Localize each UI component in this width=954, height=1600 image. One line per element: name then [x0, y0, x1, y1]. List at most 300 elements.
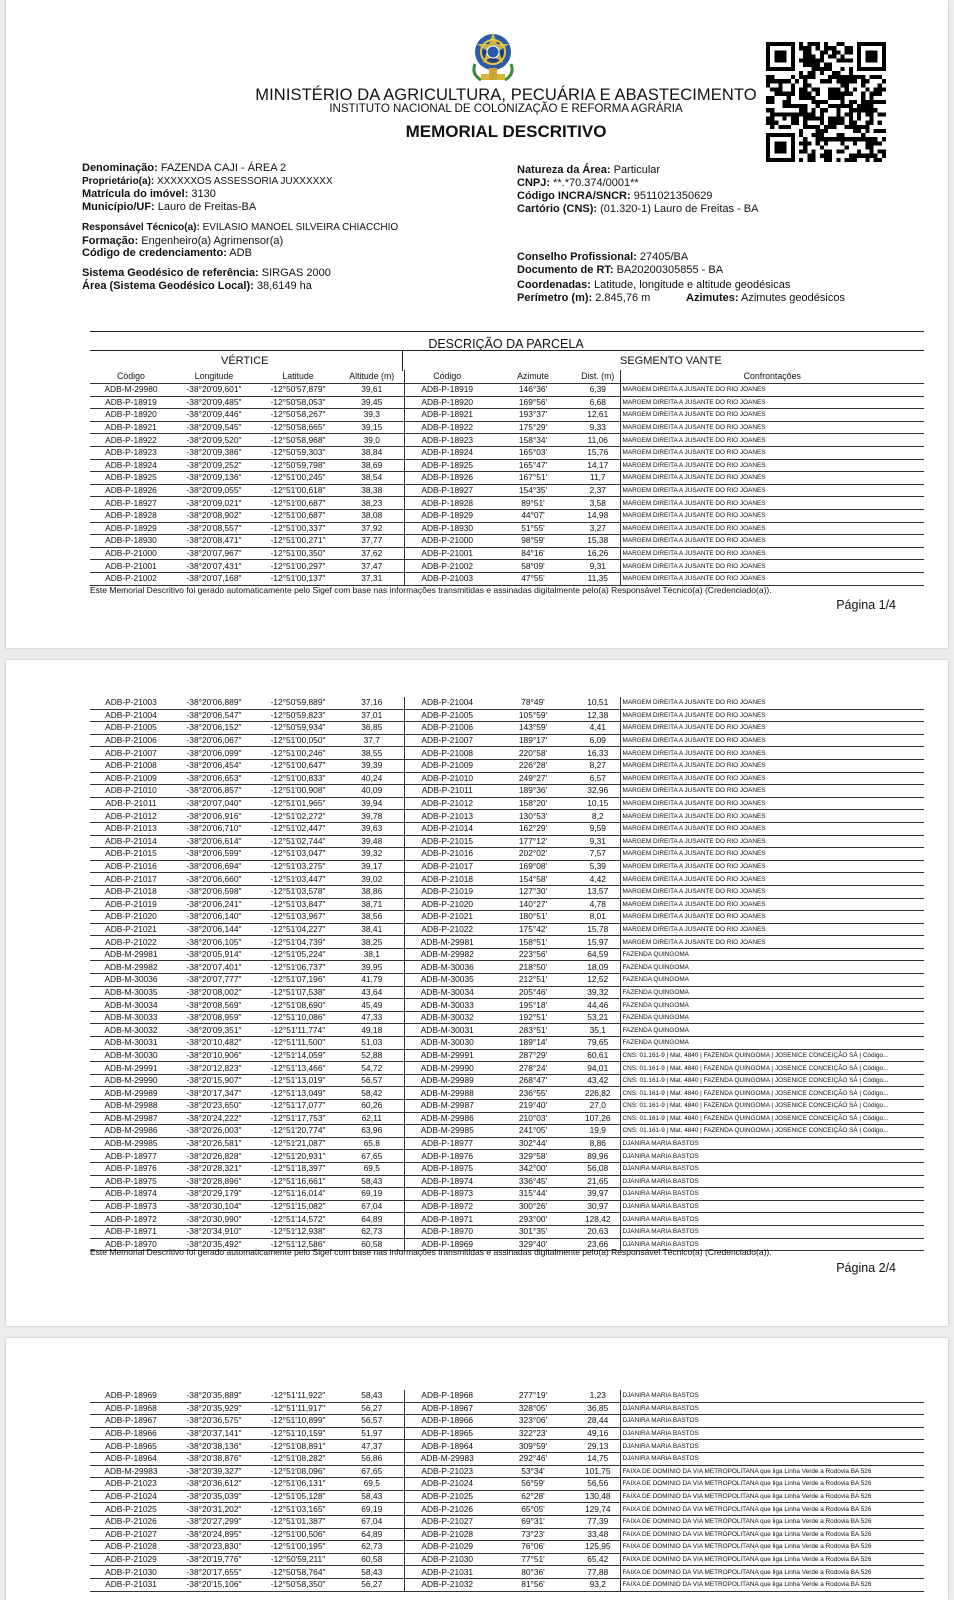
longitude-cell: -38°20'07,967" — [172, 547, 256, 560]
azimuth-cell: 323°06' — [490, 1415, 576, 1428]
vertex-code-cell: ADB-M-29989 — [90, 1087, 172, 1100]
vertex-code-cell: ADB-M-29991 — [90, 1062, 172, 1075]
distance-cell: 35,1 — [576, 1024, 620, 1037]
vertex-code-cell: ADB-P-18930 — [90, 535, 172, 548]
distance-cell: 30,97 — [576, 1200, 620, 1213]
longitude-cell: -38°20'09,446" — [172, 409, 256, 422]
segment-code-cell: ADB-P-21002 — [404, 560, 490, 573]
column-header: Código — [90, 370, 172, 384]
altitude-cell: 56,27 — [340, 1402, 404, 1415]
altitude-cell: 67,65 — [340, 1150, 404, 1163]
longitude-cell: -38°20'09,386" — [172, 446, 256, 459]
segment-code-cell: ADB-P-18965 — [404, 1427, 490, 1440]
confrontation-cell: MARGEM DIREITA A JUSANTE DO RIO JOANES — [620, 709, 924, 722]
confrontation-cell: MARGEM DIREITA A JUSANTE DO RIO JOANES — [620, 497, 924, 510]
info-denominacao: Denominação: FAZENDA CAJI - ÁREA 2 — [82, 162, 287, 174]
longitude-cell: -38°20'31,202" — [172, 1503, 256, 1516]
confrontation-cell: FAIXA DE DOMINIO DA VIA METROPOLITANA que liga Linha Verde a Rodovia BA 526 — [620, 1490, 924, 1503]
longitude-cell: -38°20'06,099" — [172, 747, 256, 760]
segment-code-cell: ADB-P-21024 — [404, 1478, 490, 1491]
column-header: Dist. (m) — [576, 370, 620, 384]
azimuth-cell: 143°59' — [490, 722, 576, 735]
latitude-cell: -12°51'00,647" — [256, 759, 340, 772]
segment-code-cell: ADB-P-18977 — [404, 1137, 490, 1150]
longitude-cell: -38°20'08,959" — [172, 1011, 256, 1024]
longitude-cell: -38°20'06,694" — [172, 860, 256, 873]
altitude-cell: 39,48 — [340, 835, 404, 848]
altitude-cell: 38,08 — [340, 509, 404, 522]
table-row — [90, 1137, 924, 1150]
altitude-cell: 56,27 — [340, 1578, 404, 1591]
vertex-code-cell: ADB-P-18975 — [90, 1175, 172, 1188]
latitude-cell: -12°51'12,938" — [256, 1225, 340, 1238]
segment-code-cell: ADB-M-29991 — [404, 1049, 490, 1062]
azimuth-cell: 292°46' — [490, 1452, 576, 1465]
distance-cell: 15,78 — [576, 923, 620, 936]
vertex-code-cell: ADB-P-21007 — [90, 747, 172, 760]
longitude-cell: -38°20'07,040" — [172, 797, 256, 810]
azimuth-cell: 175°29' — [490, 421, 576, 434]
latitude-cell: -12°50'58,968" — [256, 434, 340, 447]
segment-code-cell: ADB-M-29985 — [404, 1125, 490, 1138]
table-row — [90, 484, 924, 497]
azimuth-cell: 336°45' — [490, 1175, 576, 1188]
azimuth-cell: 158°20' — [490, 797, 576, 810]
latitude-cell: -12°51'05,128" — [256, 1490, 340, 1503]
latitude-cell: -12°51'11,774" — [256, 1024, 340, 1037]
distance-cell: 125,95 — [576, 1541, 620, 1554]
altitude-cell: 49,18 — [340, 1024, 404, 1037]
table-row — [90, 911, 924, 924]
segment-code-cell: ADB-P-21032 — [404, 1578, 490, 1591]
segment-code-cell: ADB-P-18969 — [404, 1238, 490, 1251]
distance-cell: 101,75 — [576, 1465, 620, 1478]
confrontation-cell: MARGEM DIREITA A JUSANTE DO RIO JOANES — [620, 434, 924, 447]
segment-code-cell: ADB-M-30030 — [404, 1037, 490, 1050]
longitude-cell: -38°20'09,136" — [172, 472, 256, 485]
latitude-cell: -12°51'00,687" — [256, 509, 340, 522]
table-row — [90, 509, 924, 522]
altitude-cell: 38,1 — [340, 948, 404, 961]
vertex-code-cell: ADB-P-18924 — [90, 459, 172, 472]
segment-code-cell: ADB-M-30031 — [404, 1024, 490, 1037]
altitude-cell: 58,43 — [340, 1490, 404, 1503]
azimuth-cell: 154°35' — [490, 484, 576, 497]
vertex-code-cell: ADB-M-29988 — [90, 1100, 172, 1113]
latitude-cell: -12°51'02,744" — [256, 835, 340, 848]
altitude-cell: 58,43 — [340, 1566, 404, 1579]
vertex-code-cell: ADB-M-29987 — [90, 1112, 172, 1125]
altitude-cell: 38,69 — [340, 459, 404, 472]
distance-cell: 3,27 — [576, 522, 620, 535]
altitude-cell: 38,38 — [340, 484, 404, 497]
azimuth-cell: 342°00' — [490, 1162, 576, 1175]
azimuth-cell: 44°07' — [490, 509, 576, 522]
footer-note: Este Memorial Descritivo foi gerado automaticamente pelo Sigef com base nas informações transmitidas e assinadas digitalmente pelo(a) Responsável Técnico(a) (Credenciado(a)). — [90, 585, 772, 595]
distance-cell: 12,61 — [576, 409, 620, 422]
latitude-cell: -12°51'07,196" — [256, 974, 340, 987]
vertex-code-cell: ADB-P-21028 — [90, 1541, 172, 1554]
distance-cell: 49,16 — [576, 1427, 620, 1440]
altitude-cell: 69,19 — [340, 1188, 404, 1201]
segment-code-cell: ADB-P-21030 — [404, 1553, 490, 1566]
vertex-code-cell: ADB-P-18923 — [90, 446, 172, 459]
table-row — [90, 759, 924, 772]
longitude-cell: -38°20'09,252" — [172, 459, 256, 472]
segment-code-cell: ADB-P-21020 — [404, 898, 490, 911]
altitude-cell: 69,5 — [340, 1162, 404, 1175]
segment-code-cell: ADB-P-21014 — [404, 822, 490, 835]
confrontation-cell: DJANIRA MARIA BASTOS — [620, 1225, 924, 1238]
segment-code-cell: ADB-P-18928 — [404, 497, 490, 510]
confrontation-cell: MARGEM DIREITA A JUSANTE DO RIO JOANES — [620, 772, 924, 785]
info-coordenadas: Coordenadas: Latitude, longitude e altitude geodésicas — [517, 279, 791, 291]
vertex-code-cell: ADB-P-18970 — [90, 1238, 172, 1251]
column-header: Azimute — [490, 370, 576, 384]
azimuth-cell: 192°51' — [490, 1011, 576, 1024]
latitude-cell: -12°51'01,965" — [256, 797, 340, 810]
distance-cell: 128,42 — [576, 1213, 620, 1226]
confrontation-cell: DJANIRA MARIA BASTOS — [620, 1427, 924, 1440]
ministry-title: MINISTÉRIO DA AGRICULTURA, PECUÁRIA E ABASTECIMENTO — [255, 86, 757, 104]
azimuth-cell: 158°34' — [490, 434, 576, 447]
segment-code-cell: ADB-P-18919 — [404, 384, 490, 397]
table-row — [90, 1037, 924, 1050]
confrontation-cell: FAIXA DE DOMINIO DA VIA METROPOLITANA que liga Linha Verde a Rodovia BA 526 — [620, 1578, 924, 1591]
vertex-code-cell: ADB-P-21003 — [90, 697, 172, 709]
segment-code-cell: ADB-P-21015 — [404, 835, 490, 848]
latitude-cell: -12°51'18,397" — [256, 1162, 340, 1175]
vertex-code-cell: ADB-P-18964 — [90, 1452, 172, 1465]
azimuth-cell: 78°49' — [490, 697, 576, 709]
vertex-code-cell: ADB-M-30031 — [90, 1037, 172, 1050]
longitude-cell: -38°20'09,485" — [172, 396, 256, 409]
distance-cell: 65,42 — [576, 1553, 620, 1566]
distance-cell: 27,0 — [576, 1100, 620, 1113]
distance-cell: 2,37 — [576, 484, 620, 497]
altitude-cell: 58,43 — [340, 1390, 404, 1402]
confrontation-cell: DJANIRA MARIA BASTOS — [620, 1150, 924, 1163]
document-page-2 — [6, 660, 948, 1326]
longitude-cell: -38°20'24,895" — [172, 1528, 256, 1541]
longitude-cell: -38°20'17,655" — [172, 1566, 256, 1579]
altitude-cell: 47,33 — [340, 1011, 404, 1024]
longitude-cell: -38°20'27,299" — [172, 1515, 256, 1528]
distance-cell: 8,27 — [576, 759, 620, 772]
latitude-cell: -12°50'58,053" — [256, 396, 340, 409]
vertex-code-cell: ADB-P-21022 — [90, 936, 172, 949]
confrontation-cell: CNS: 01.161-9 | Mat. 4840 | FAZENDA QUINGOMA | JOSENICE CONCEIÇÃO SÁ | Código... — [620, 1074, 924, 1087]
vertex-code-cell: ADB-P-21025 — [90, 1503, 172, 1516]
confrontation-cell: MARGEM DIREITA A JUSANTE DO RIO JOANES — [620, 747, 924, 760]
latitude-cell: -12°51'08,096" — [256, 1465, 340, 1478]
longitude-cell: -38°20'38,876" — [172, 1452, 256, 1465]
distance-cell: 77,39 — [576, 1515, 620, 1528]
longitude-cell: -38°20'26,003" — [172, 1125, 256, 1138]
segment-code-cell: ADB-P-18925 — [404, 459, 490, 472]
altitude-cell: 37,31 — [340, 572, 404, 585]
longitude-cell: -38°20'09,601" — [172, 384, 256, 397]
latitude-cell: -12°51'11,922" — [256, 1390, 340, 1402]
latitude-cell: -12°51'20,931" — [256, 1150, 340, 1163]
azimuth-cell: 80°36' — [490, 1566, 576, 1579]
table-row — [90, 822, 924, 835]
confrontation-cell: DJANIRA MARIA BASTOS — [620, 1175, 924, 1188]
longitude-cell: -38°20'38,136" — [172, 1440, 256, 1453]
confrontation-cell: CNS: 01.161-9 | Mat. 4840 | FAZENDA QUINGOMA | JOSENICE CONCEIÇÃO SÁ | Código... — [620, 1062, 924, 1075]
confrontation-cell: MARGEM DIREITA A JUSANTE DO RIO JOANES — [620, 459, 924, 472]
confrontation-cell: FAIXA DE DOMINIO DA VIA METROPOLITANA que liga Linha Verde a Rodovia BA 526 — [620, 1566, 924, 1579]
vertex-code-cell: ADB-M-30036 — [90, 974, 172, 987]
confrontation-cell: MARGEM DIREITA A JUSANTE DO RIO JOANES — [620, 722, 924, 735]
distance-cell: 6,68 — [576, 396, 620, 409]
altitude-cell: 38,86 — [340, 885, 404, 898]
distance-cell: 33,48 — [576, 1528, 620, 1541]
azimuth-cell: 195°18' — [490, 999, 576, 1012]
distance-cell: 36,85 — [576, 1402, 620, 1415]
vertex-code-cell: ADB-P-18965 — [90, 1440, 172, 1453]
vertex-code-cell: ADB-P-18972 — [90, 1213, 172, 1226]
distance-cell: 23,66 — [576, 1238, 620, 1251]
latitude-cell: -12°51'14,059" — [256, 1049, 340, 1062]
latitude-cell: -12°51'21,087" — [256, 1137, 340, 1150]
confrontation-cell: DJANIRA MARIA BASTOS — [620, 1452, 924, 1465]
confrontation-cell: MARGEM DIREITA A JUSANTE DO RIO JOANES — [620, 835, 924, 848]
altitude-cell: 38,41 — [340, 923, 404, 936]
azimuth-cell: 167°51' — [490, 472, 576, 485]
distance-cell: 9,59 — [576, 822, 620, 835]
altitude-cell: 40,24 — [340, 772, 404, 785]
segment-code-cell: ADB-P-21022 — [404, 923, 490, 936]
longitude-cell: -38°20'06,241" — [172, 898, 256, 911]
confrontation-cell: MARGEM DIREITA A JUSANTE DO RIO JOANES — [620, 911, 924, 924]
segment-code-cell: ADB-P-21008 — [404, 747, 490, 760]
table-row — [90, 1175, 924, 1188]
distance-cell: 53,21 — [576, 1011, 620, 1024]
segment-code-cell: ADB-P-21025 — [404, 1490, 490, 1503]
longitude-cell: -38°20'08,002" — [172, 986, 256, 999]
confrontation-cell: FAZENDA QUINGOMA — [620, 948, 924, 961]
longitude-cell: -38°20'06,857" — [172, 785, 256, 798]
distance-cell: 14,98 — [576, 509, 620, 522]
vertex-code-cell: ADB-P-18967 — [90, 1415, 172, 1428]
altitude-cell: 39,45 — [340, 396, 404, 409]
longitude-cell: -38°20'06,710" — [172, 822, 256, 835]
table-row — [90, 572, 924, 585]
segment-code-cell: ADB-P-21031 — [404, 1566, 490, 1579]
latitude-cell: -12°50'59,889" — [256, 697, 340, 709]
latitude-cell: -12°51'14,572" — [256, 1213, 340, 1226]
azimuth-cell: 146°36' — [490, 384, 576, 397]
info-matricula: Matrícula do imóvel: 3130 — [82, 188, 216, 200]
longitude-cell: -38°20'36,575" — [172, 1415, 256, 1428]
altitude-cell: 60,58 — [340, 1238, 404, 1251]
altitude-cell: 39,0 — [340, 434, 404, 447]
confrontation-cell: DJANIRA MARIA BASTOS — [620, 1238, 924, 1251]
segment-code-cell: ADB-P-18966 — [404, 1415, 490, 1428]
distance-cell: 9,31 — [576, 560, 620, 573]
azimuth-cell: 98°59' — [490, 535, 576, 548]
distance-cell: 18,09 — [576, 961, 620, 974]
latitude-cell: -12°51'08,891" — [256, 1440, 340, 1453]
longitude-cell: -38°20'09,055" — [172, 484, 256, 497]
vertex-code-cell: ADB-P-21002 — [90, 572, 172, 585]
parcel-table-page-1 — [90, 370, 924, 586]
segment-code-cell: ADB-M-30032 — [404, 1011, 490, 1024]
distance-cell: 29,13 — [576, 1440, 620, 1453]
distance-cell: 7,57 — [576, 848, 620, 861]
confrontation-cell: CNS: 01.161-9 | Mat. 4840 | FAZENDA QUINGOMA | JOSENICE CONCEIÇÃO SÁ | Código... — [620, 1100, 924, 1113]
segment-code-cell: ADB-P-21000 — [404, 535, 490, 548]
azimuth-cell: 322°23' — [490, 1427, 576, 1440]
segment-code-cell: ADB-M-29988 — [404, 1087, 490, 1100]
info-perimetro: Perímetro (m): 2.845,76 m — [517, 292, 651, 304]
longitude-cell: -38°20'30,104" — [172, 1200, 256, 1213]
latitude-cell: -12°51'07,538" — [256, 986, 340, 999]
distance-cell: 3,58 — [576, 497, 620, 510]
confrontation-cell: FAZENDA QUINGOMA — [620, 986, 924, 999]
group-segment-label: SEGMENTO VANTE — [620, 355, 722, 367]
latitude-cell: -12°51'02,447" — [256, 822, 340, 835]
distance-cell: 8,86 — [576, 1137, 620, 1150]
confrontation-cell: FAIXA DE DOMINIO DA VIA METROPOLITANA que liga Linha Verde a Rodovia BA 526 — [620, 1528, 924, 1541]
longitude-cell: -38°20'06,653" — [172, 772, 256, 785]
info-credenciamento: Código de credenciamento: ADB — [82, 247, 252, 259]
altitude-cell: 38,55 — [340, 747, 404, 760]
longitude-cell: -38°20'08,902" — [172, 509, 256, 522]
table-row — [90, 1440, 924, 1453]
confrontation-cell: DJANIRA MARIA BASTOS — [620, 1137, 924, 1150]
latitude-cell: -12°51'03,578" — [256, 885, 340, 898]
azimuth-cell: 293°00' — [490, 1213, 576, 1226]
latitude-cell: -12°51'00,195" — [256, 1541, 340, 1554]
table-row — [90, 1541, 924, 1554]
table-row — [90, 1200, 924, 1213]
azimuth-cell: 169°08' — [490, 860, 576, 873]
altitude-cell: 37,92 — [340, 522, 404, 535]
longitude-cell: -38°20'07,777" — [172, 974, 256, 987]
segment-code-cell: ADB-P-21021 — [404, 911, 490, 924]
longitude-cell: -38°20'05,914" — [172, 948, 256, 961]
longitude-cell: -38°20'08,569" — [172, 999, 256, 1012]
vertex-code-cell: ADB-P-21006 — [90, 734, 172, 747]
table-row — [90, 1188, 924, 1201]
distance-cell: 19,9 — [576, 1125, 620, 1138]
info-conselho: Conselho Profissional: 27405/BA — [517, 251, 689, 263]
table-row — [90, 1150, 924, 1163]
latitude-cell: -12°51'02,272" — [256, 810, 340, 823]
table-row — [90, 999, 924, 1012]
segment-code-cell: ADB-P-18930 — [404, 522, 490, 535]
longitude-cell: -38°20'19,776" — [172, 1553, 256, 1566]
latitude-cell: -12°50'58,267" — [256, 409, 340, 422]
confrontation-cell: DJANIRA MARIA BASTOS — [620, 1440, 924, 1453]
longitude-cell: -38°20'15,907" — [172, 1074, 256, 1087]
latitude-cell: -12°50'59,823" — [256, 709, 340, 722]
table-row — [90, 948, 924, 961]
longitude-cell: -38°20'06,140" — [172, 911, 256, 924]
azimuth-cell: 169°56' — [490, 396, 576, 409]
confrontation-cell: MARGEM DIREITA A JUSANTE DO RIO JOANES — [620, 759, 924, 772]
table-row — [90, 1100, 924, 1113]
longitude-cell: -38°20'06,889" — [172, 697, 256, 709]
table-row — [90, 1062, 924, 1075]
altitude-cell: 37,7 — [340, 734, 404, 747]
table-row — [90, 797, 924, 810]
altitude-cell: 45,49 — [340, 999, 404, 1012]
table-row — [90, 497, 924, 510]
column-header: Longitude — [172, 370, 256, 384]
latitude-cell: -12°51'03,047" — [256, 848, 340, 861]
distance-cell: 11,7 — [576, 472, 620, 485]
altitude-cell: 51,03 — [340, 1037, 404, 1050]
table-row — [90, 1162, 924, 1175]
azimuth-cell: 69°31' — [490, 1515, 576, 1528]
latitude-cell: -12°51'17,753" — [256, 1112, 340, 1125]
confrontation-cell: CNS: 01.161-9 | Mat. 4840 | FAZENDA QUINGOMA | JOSENICE CONCEIÇÃO SÁ | Código... — [620, 1125, 924, 1138]
info-proprietario: Proprietário(a): XXXXXXOS ASSESSORIA JUXXXXXX — [82, 176, 333, 187]
info-municipio: Município/UF: Lauro de Freitas-BA — [82, 201, 257, 213]
segment-code-cell: ADB-M-29989 — [404, 1074, 490, 1087]
distance-cell: 14,17 — [576, 459, 620, 472]
longitude-cell: -38°20'06,547" — [172, 709, 256, 722]
latitude-cell: -12°50'59,798" — [256, 459, 340, 472]
distance-cell: 39,32 — [576, 986, 620, 999]
latitude-cell: -12°51'10,159" — [256, 1427, 340, 1440]
azimuth-cell: 47°55' — [490, 572, 576, 585]
column-header: Código — [404, 370, 490, 384]
latitude-cell: -12°51'03,165" — [256, 1503, 340, 1516]
confrontation-cell: FAZENDA QUINGOMA — [620, 1024, 924, 1037]
vertex-code-cell: ADB-P-18926 — [90, 484, 172, 497]
segment-code-cell: ADB-P-18972 — [404, 1200, 490, 1213]
segment-code-cell: ADB-P-18970 — [404, 1225, 490, 1238]
azimuth-cell: 154°58' — [490, 873, 576, 886]
vertex-code-cell: ADB-P-21030 — [90, 1566, 172, 1579]
confrontation-cell: MARGEM DIREITA A JUSANTE DO RIO JOANES — [620, 522, 924, 535]
azimuth-cell: 84°16' — [490, 547, 576, 560]
latitude-cell: -12°51'00,050" — [256, 734, 340, 747]
altitude-cell: 47,37 — [340, 1440, 404, 1453]
azimuth-cell: 162°29' — [490, 822, 576, 835]
altitude-cell: 43,64 — [340, 986, 404, 999]
table-row — [90, 472, 924, 485]
distance-cell: 9,31 — [576, 835, 620, 848]
altitude-cell: 36,85 — [340, 722, 404, 735]
info-sistema-geodesico: Sistema Geodésico de referência: SIRGAS 2000 — [82, 267, 331, 279]
vertex-code-cell: ADB-M-29985 — [90, 1137, 172, 1150]
latitude-cell: -12°51'03,275" — [256, 860, 340, 873]
altitude-cell: 38,71 — [340, 898, 404, 911]
table-row — [90, 535, 924, 548]
vertex-code-cell: ADB-P-21019 — [90, 898, 172, 911]
longitude-cell: -38°20'10,906" — [172, 1049, 256, 1062]
latitude-cell: -12°51'00,271" — [256, 535, 340, 548]
table-row — [90, 974, 924, 987]
vertex-code-cell: ADB-P-21023 — [90, 1478, 172, 1491]
distance-cell: 11,35 — [576, 572, 620, 585]
distance-cell: 89,96 — [576, 1150, 620, 1163]
altitude-cell: 37,77 — [340, 535, 404, 548]
confrontation-cell: MARGEM DIREITA A JUSANTE DO RIO JOANES — [620, 697, 924, 709]
table-row — [90, 785, 924, 798]
segment-code-cell: ADB-P-18964 — [404, 1440, 490, 1453]
altitude-cell: 69,5 — [340, 1478, 404, 1491]
vertex-code-cell: ADB-P-21020 — [90, 911, 172, 924]
latitude-cell: -12°51'13,019" — [256, 1074, 340, 1087]
vertex-code-cell: ADB-P-21000 — [90, 547, 172, 560]
vertex-code-cell: ADB-P-21009 — [90, 772, 172, 785]
